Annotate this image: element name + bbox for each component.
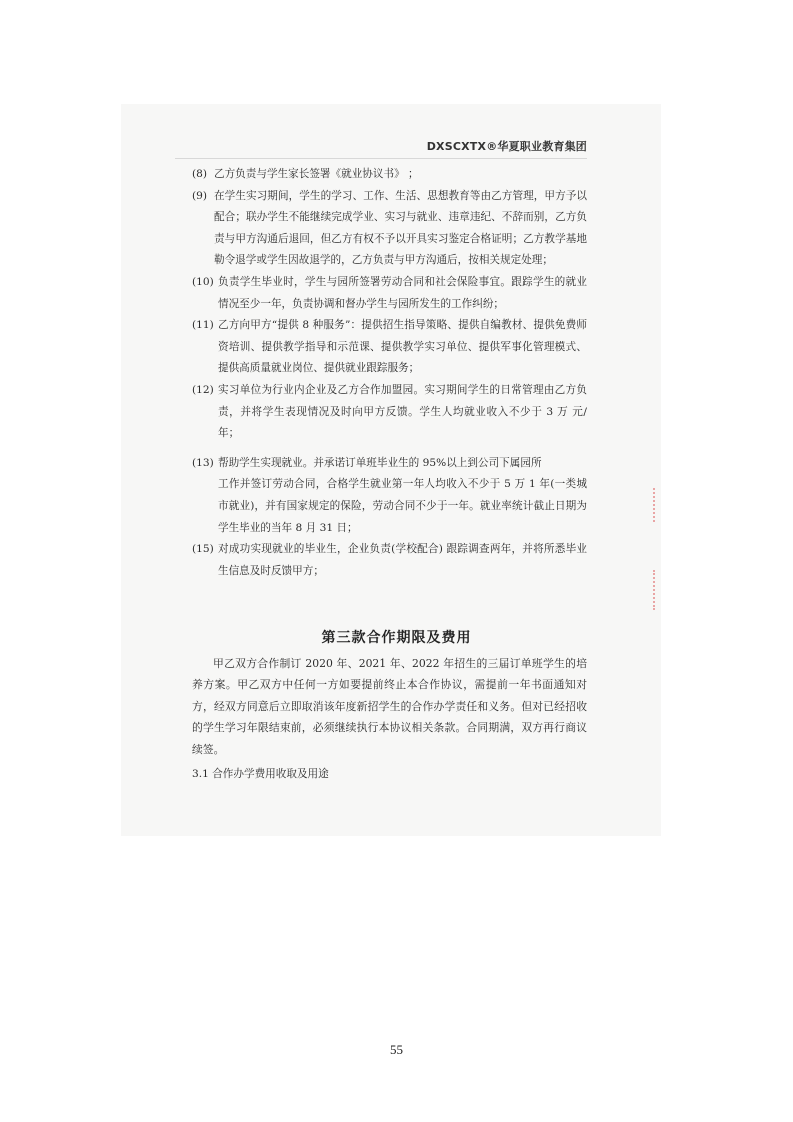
- clause-item-9: [192, 186, 587, 272]
- header-divider: [175, 158, 587, 159]
- clause-number: (15): [192, 543, 214, 556]
- clause-item-11: [192, 315, 587, 380]
- section-paragraph: 甲乙双方合作制订 2020 年、2021 年、2022 年招生的三届订单班学生的培养方案。甲乙双方中任何一方如要提前终止本合作协议，需提前一年书面通知对方，经双方同意后立即取消该年度新招学生的合作办学责任和义务。但对已经招收的学生学习年限结束前，必须继续执行本协议相关条款。合同期满，双方再行商议续签。: [192, 657, 587, 756]
- clause-item-13: [192, 453, 587, 539]
- clause-text: 对成功实现就业的毕业生，企业负责(学校配合) 跟踪调查两年，并将所悉毕业生信息及时反馈甲方；: [218, 543, 587, 577]
- clause-spacer: [192, 445, 587, 453]
- header-brand: DXSCXTX®华夏职业教育集团: [426, 140, 587, 153]
- clause-item-15: [192, 539, 587, 582]
- clause-number: (8): [192, 168, 208, 180]
- clause-number: (9): [192, 189, 208, 202]
- clause-text: 乙方向甲方“提供 8 种服务”：提供招生指导策略、提供自编教材、提供免费师资培训、提供教学指导和示范课、提供教学实习单位、提供军事化管理模式、提供高质量就业岗位、提供就业跟踪服务；: [218, 319, 587, 375]
- clause-text: 乙方负责与学生家长签署《就业协议书》 ；: [214, 168, 419, 180]
- clause-item-8: [192, 164, 587, 186]
- subsection-heading: 3.1 合作办学费用收取及用途: [192, 768, 329, 780]
- clause-number: (10): [192, 275, 214, 288]
- clause-text: 实习单位为行业内企业及乙方合作加盟园。实习期间学生的日常管理由乙方负责，并将学生表现情况及时向甲方反馈。学生人均就业收入不少于 3 万 元/年；: [218, 383, 587, 440]
- clause-text-rest: 工作并签订劳动合同，合格学生就业第一年人均收入不少于 5 万 1 年(一类城市就业)，并有国家规定的保险，劳动合同不少于一年。就业率统计截止日期为学生毕业的当年 8 月 31 日；: [218, 478, 587, 534]
- seal-stamp-fragment: [653, 570, 665, 610]
- clause-text: 负责学生毕业时，学生与园所签署劳动合同和社会保险事宜。跟踪学生的就业情况至少一年，负责协调和督办学生与园所发生的工作纠纷；: [218, 275, 587, 310]
- clause-number: (13): [192, 456, 214, 469]
- clause-item-10: [192, 272, 587, 315]
- page-number: 55: [390, 1042, 403, 1057]
- clause-list: [192, 164, 587, 582]
- seal-stamp-fragment: [653, 488, 665, 522]
- clause-text-first-line: 帮助学生实现就业。并承诺订单班毕业生的 95%以上到公司下属园所: [218, 456, 542, 469]
- clause-text: 在学生实习期间，学生的学习、工作、生活、思想教育等由乙方管理，甲方予以配合；联办学生不能继续完成学业、实习与就业、违章违纪、不辞而别，乙方负责与甲方沟通后退回，但乙方有权不予以开具实习鉴定合格证明；乙方教学基地勒令退学或学生因故退学的，乙方负责与甲方沟通后，按相关规定处理；: [214, 189, 587, 267]
- clause-number: (12): [192, 383, 214, 396]
- clause-item-12: [192, 380, 587, 445]
- section-title: 第三款合作期限及费用: [321, 630, 472, 646]
- clause-number: (11): [192, 319, 214, 332]
